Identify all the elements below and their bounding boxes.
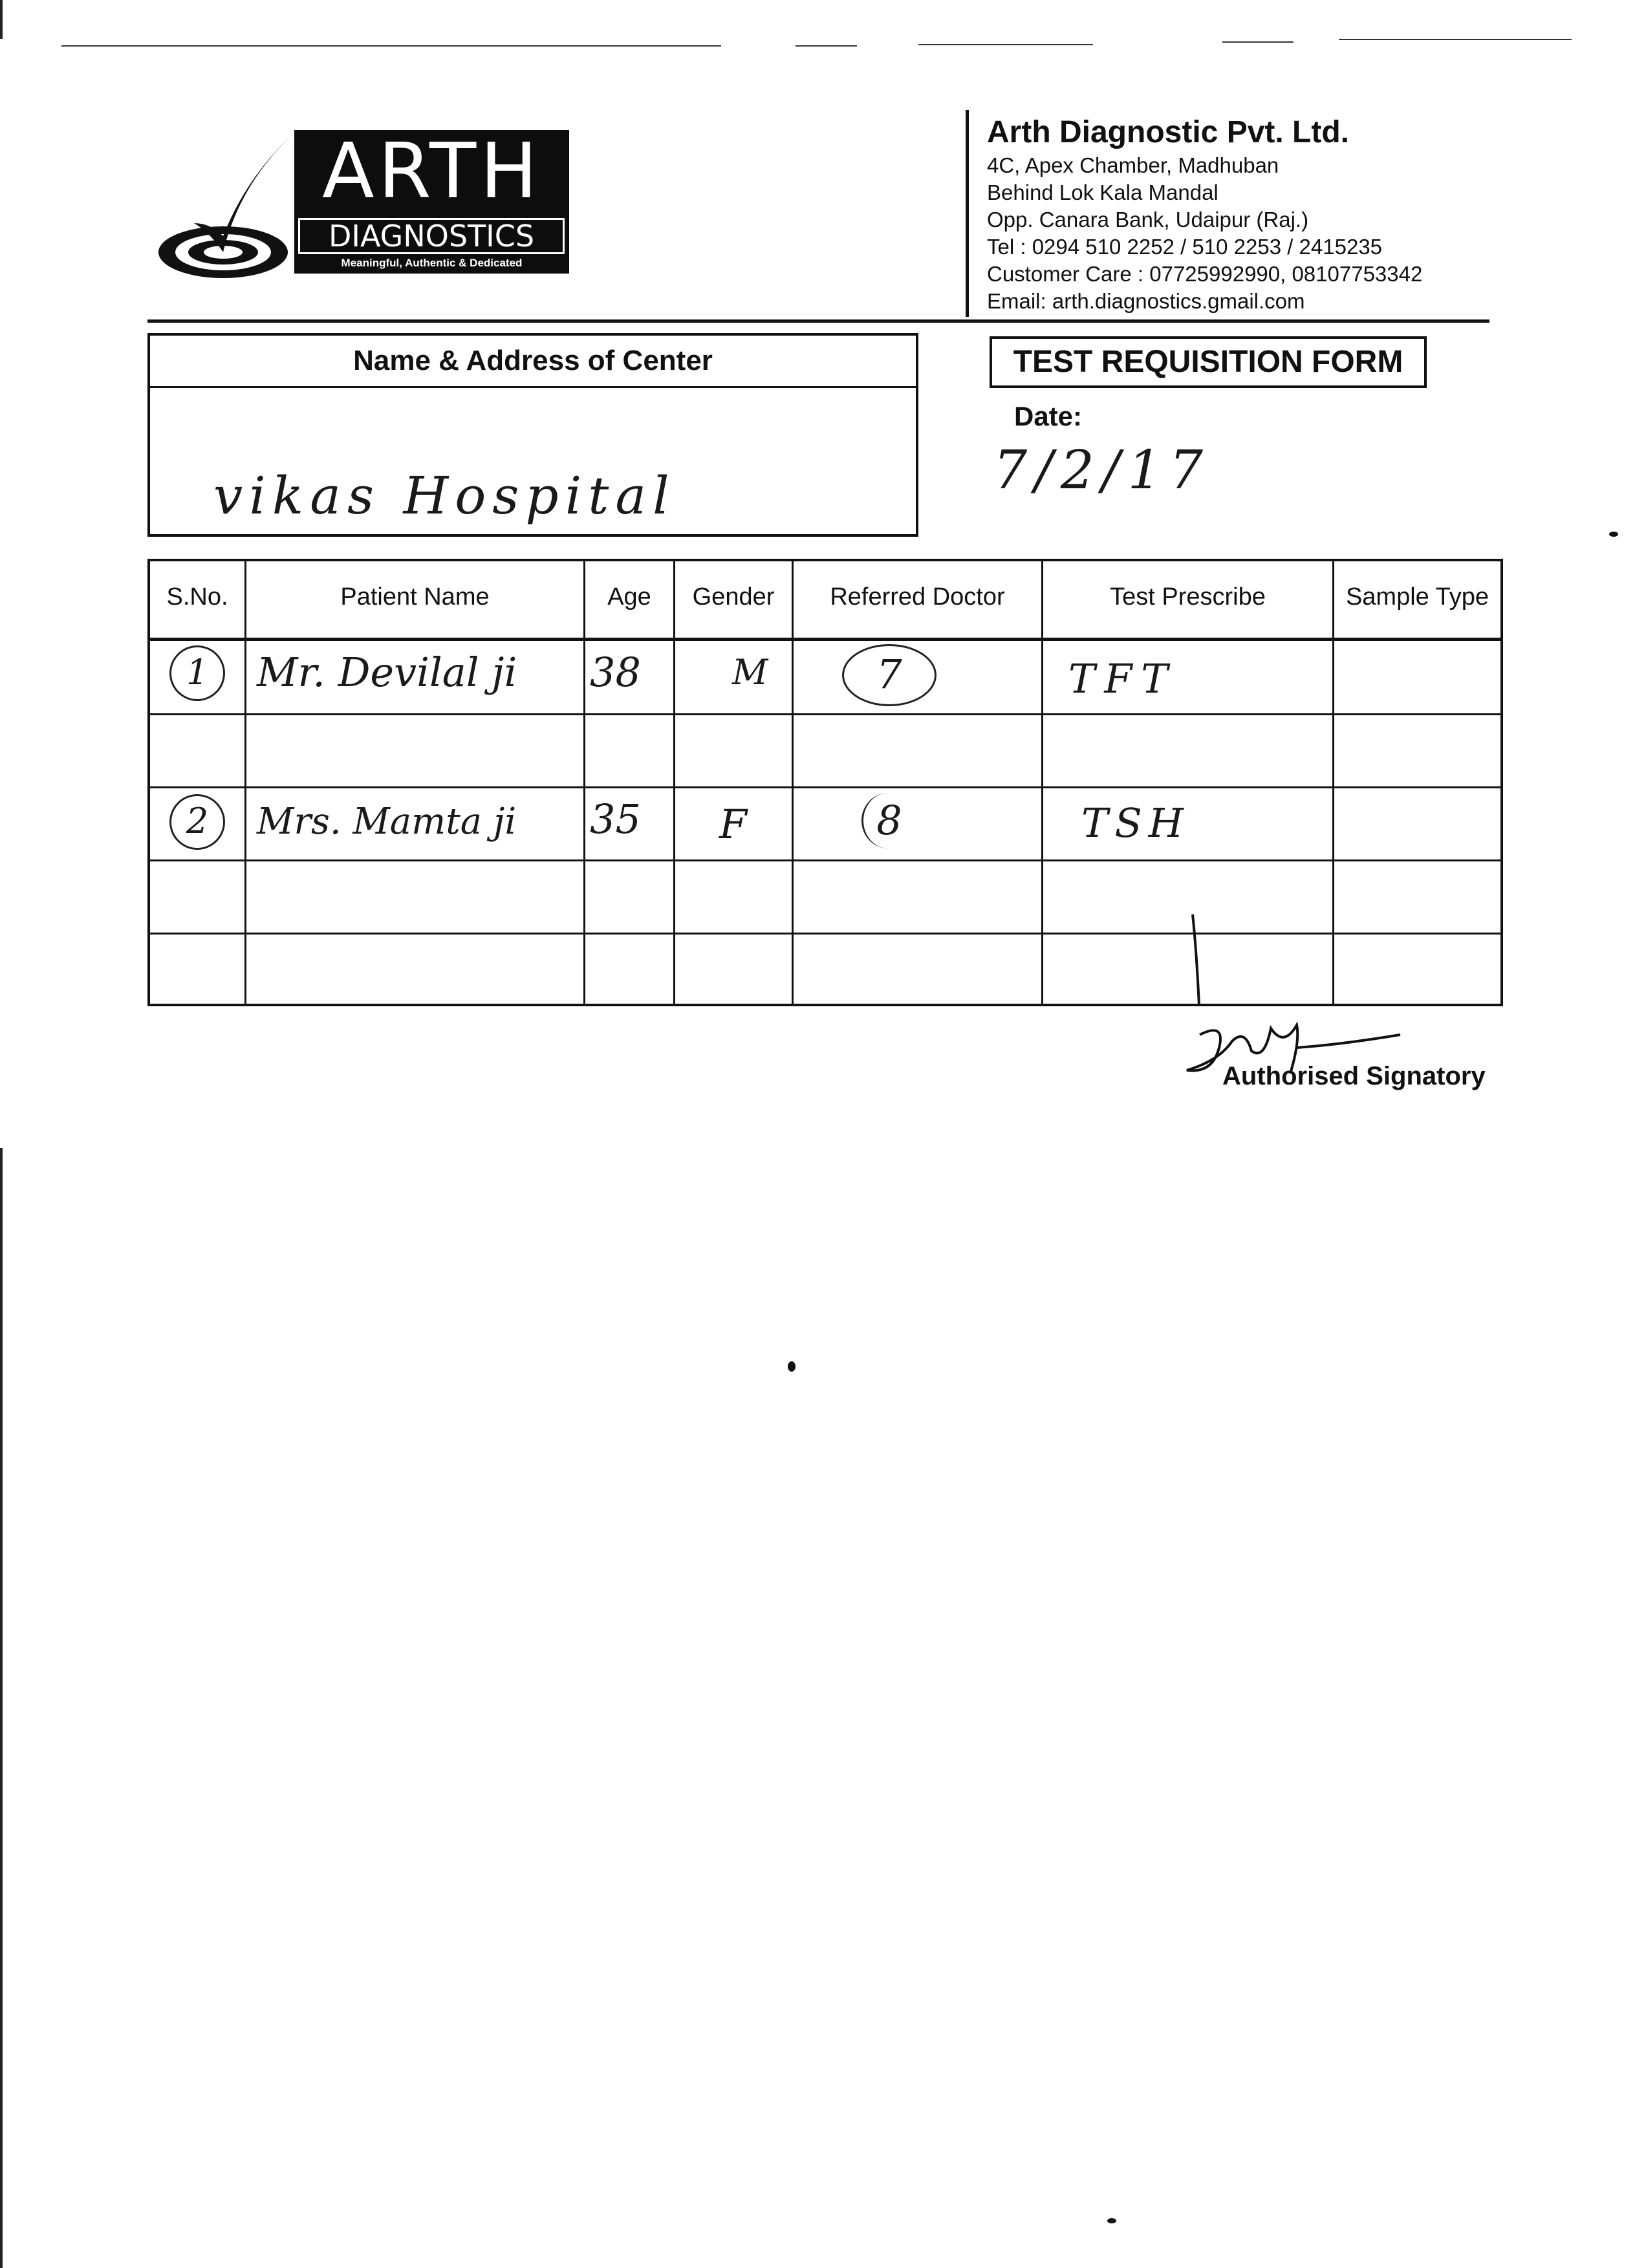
scan-line bbox=[796, 45, 857, 47]
logo-word: ARTH bbox=[322, 126, 541, 215]
row-gender[interactable]: M bbox=[732, 652, 768, 693]
form-title: TEST REQUISITION FORM bbox=[990, 336, 1427, 388]
row-divider bbox=[150, 713, 1500, 715]
row-gender[interactable]: F bbox=[719, 801, 748, 848]
row-test[interactable]: TSH bbox=[1081, 799, 1190, 847]
row-patient-name[interactable]: Mr. Devilal ji bbox=[257, 649, 517, 696]
address-line: Behind Lok Kala Mandal bbox=[987, 180, 1218, 204]
date-field[interactable]: 7/2/17 bbox=[993, 440, 1211, 501]
header-sample-type: Sample Type bbox=[1345, 583, 1489, 610]
scan-line bbox=[61, 45, 721, 47]
scan-edge bbox=[0, 1148, 3, 2268]
row-age[interactable]: 35 bbox=[590, 795, 641, 843]
row-test[interactable]: TFT bbox=[1068, 655, 1177, 702]
customer-care-line: Customer Care : 07725992990, 08107753342 bbox=[987, 262, 1423, 286]
logo-subtitle: DIAGNOSTICS bbox=[298, 218, 565, 254]
row-divider bbox=[150, 859, 1500, 861]
address-line: Opp. Canara Bank, Udaipur (Raj.) bbox=[987, 208, 1309, 232]
row-sno[interactable]: 1 bbox=[169, 645, 225, 701]
authorised-signatory-label: Authorised Signatory bbox=[1222, 1062, 1486, 1090]
row-divider bbox=[150, 786, 1500, 788]
scan-edge bbox=[0, 0, 3, 39]
header-patient-name: Patient Name bbox=[340, 583, 490, 610]
scan-speck bbox=[788, 1361, 796, 1372]
scan-line bbox=[918, 44, 1093, 45]
header-rule bbox=[147, 319, 1489, 323]
header-referred-doctor: Referred Doctor bbox=[830, 583, 1005, 610]
scan-line bbox=[1339, 39, 1572, 40]
row-sno[interactable]: 2 bbox=[169, 794, 225, 850]
company-name: Arth Diagnostic Pvt. Ltd. bbox=[987, 115, 1350, 149]
phone-line: Tel : 0294 510 2252 / 510 2253 / 2415235 bbox=[987, 235, 1383, 259]
center-heading: Name & Address of Center bbox=[150, 336, 916, 388]
header-gender: Gender bbox=[692, 583, 775, 610]
row-patient-name[interactable]: Mrs. Mamta ji bbox=[257, 801, 517, 843]
center-name-field[interactable]: vikas Hospital bbox=[213, 466, 676, 526]
scan-speck bbox=[1107, 2218, 1116, 2223]
header-test-prescribe: Test Prescribe bbox=[1110, 583, 1266, 610]
company-logo bbox=[155, 126, 582, 281]
scan-speck bbox=[1609, 532, 1618, 537]
address-line: 4C, Apex Chamber, Madhuban bbox=[987, 153, 1279, 177]
logo-block bbox=[294, 126, 569, 274]
email-line: Email: arth.diagnostics.gmail.com bbox=[987, 289, 1305, 313]
target-check-icon bbox=[155, 126, 304, 281]
company-info bbox=[987, 113, 1569, 315]
row-age[interactable]: 38 bbox=[590, 649, 641, 696]
header-age: Age bbox=[607, 583, 651, 610]
row-referred-doctor[interactable]: 8 bbox=[861, 793, 915, 848]
logo-tagline: Meaningful, Authentic & Dedicated bbox=[341, 257, 523, 269]
header-sno: S.No. bbox=[166, 583, 228, 610]
scan-line bbox=[1222, 41, 1294, 43]
date-label: Date: bbox=[1014, 401, 1083, 431]
row-referred-doctor[interactable]: 7 bbox=[842, 644, 937, 706]
header-divider bbox=[966, 110, 969, 317]
